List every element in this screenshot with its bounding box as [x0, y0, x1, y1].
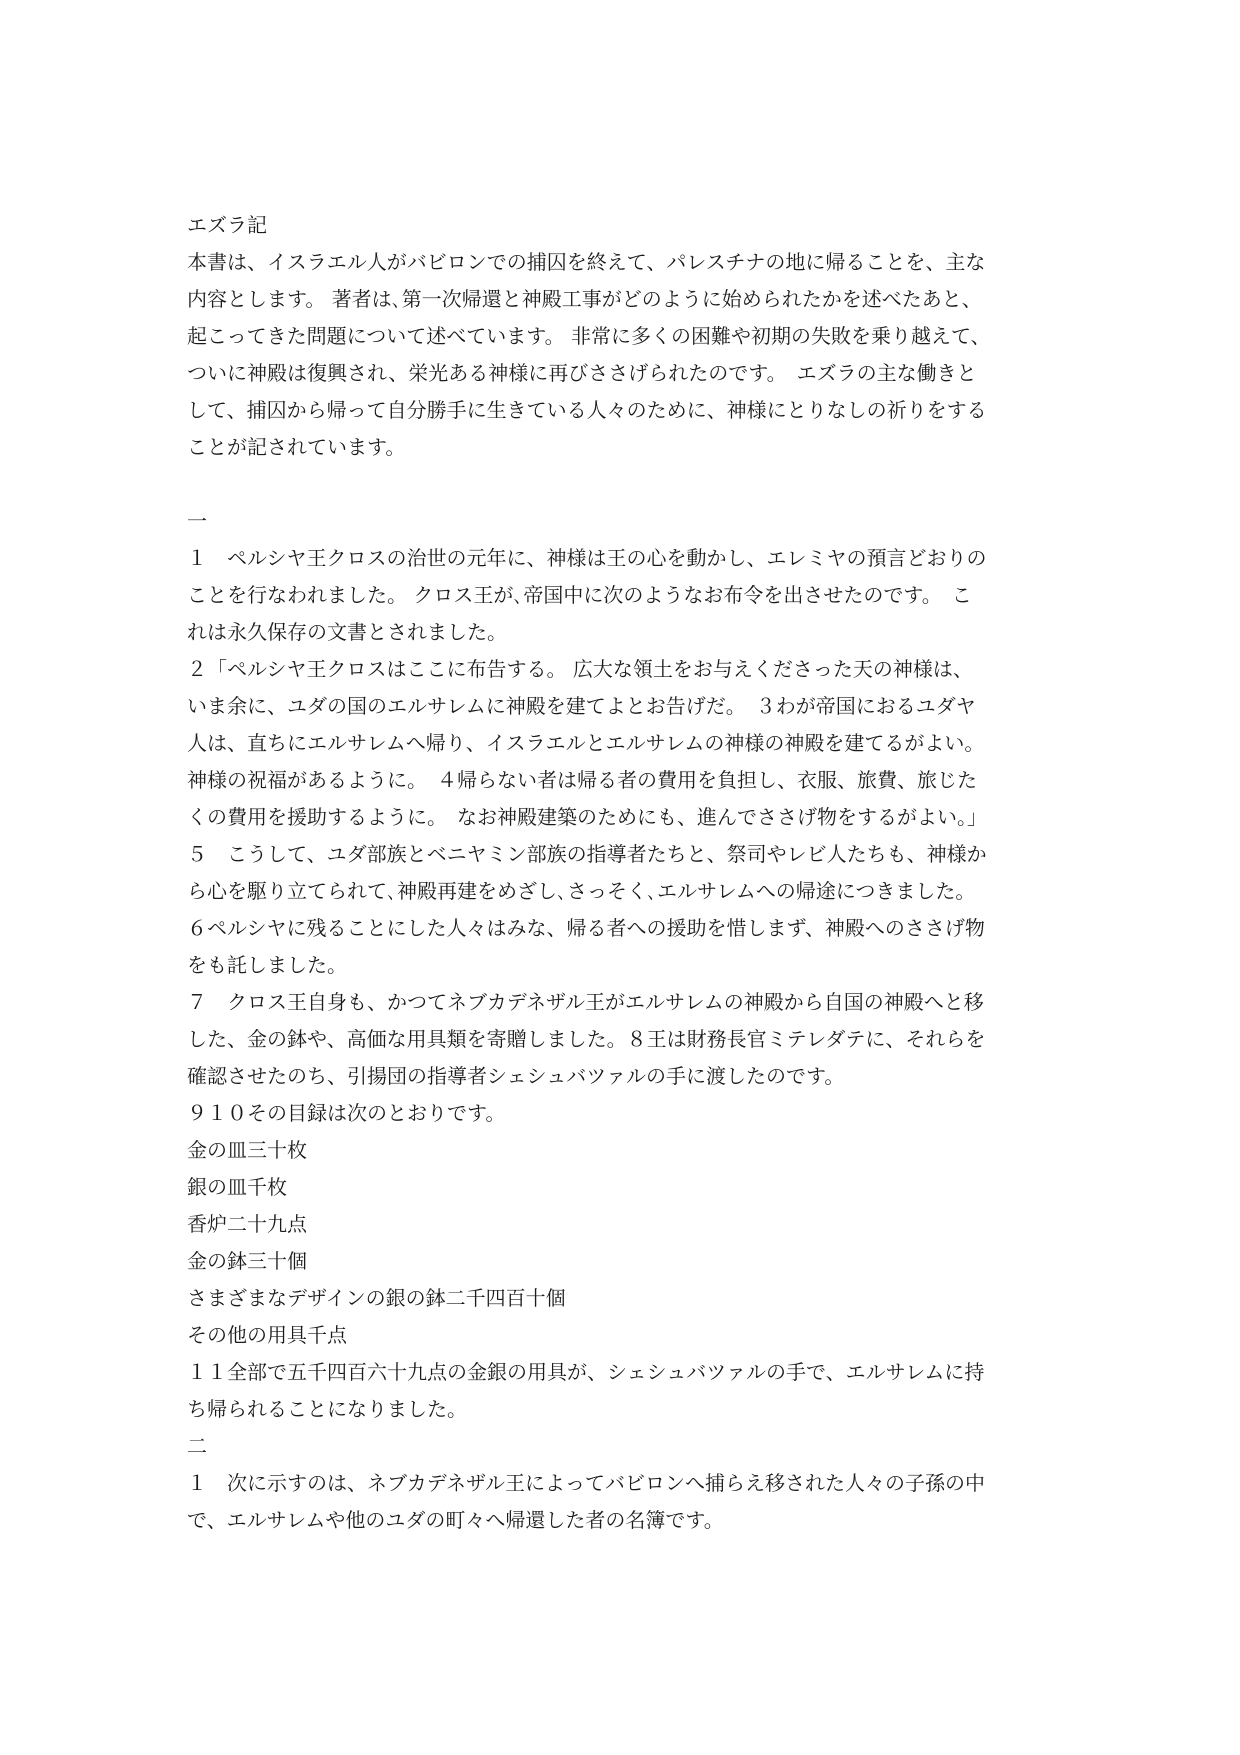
text-line: れは永久保存の文書とされました。 [187, 620, 507, 644]
text-line: 人は、直ちにエルサレムへ帰り、イスラエルとエルサレムの神様の神殿を建てるがよい。 [187, 731, 985, 755]
text-line: ことが記されています。 [187, 435, 406, 459]
text-line: 銀の皿千枚 [187, 1175, 287, 1199]
text-line: １１全部で五千四百六十九点の金銀の用具が、シェシュバツァルの手で、エルサレムに持 [187, 1360, 985, 1384]
text-line: して、捕囚から帰って自分勝手に生きている人々のために、神様にとりなしの祈りをする [187, 398, 987, 422]
blank-line [187, 466, 1067, 503]
text-line: した、金の鉢や、高価な用具類を寄贈しました。８王は財務長官ミテレダテに、それらを [187, 1027, 986, 1051]
text-line: ２「ペルシヤ王クロスはここに布告する。 広大な領土をお与えくださった天の神様は、 [187, 657, 973, 681]
text-line: ５ こうして、ユダ部族とベニヤミン部族の指導者たちと、祭司やレビ人たちも、神様か [187, 842, 987, 866]
text-line: ６ペルシヤに残ることにした人々はみな、帰る者への援助を惜しまず、神殿へのささげ物 [187, 916, 985, 940]
text-line: １ 次に示すのは、ネブカデネザル王によってバビロンへ捕らえ移された人々の子孫の中 [187, 1471, 985, 1495]
text-line: 一 [187, 509, 207, 533]
text-line: で、エルサレムや他のユダの町々へ帰還した者の名簿です。 [187, 1508, 724, 1532]
text-line: 神様の祝福があるように。 ４帰らない者は帰る者の費用を負担し、衣服、旅費、旅じた [187, 768, 977, 792]
text-line: 内容とします。 著者は､第一次帰還と神殿工事がどのように始められたかを述べたあと、 [187, 287, 982, 311]
document-page [187, 207, 1067, 1539]
text-line: 金の鉢三十個 [187, 1249, 307, 1273]
text-line: をも託しました。 [187, 953, 347, 977]
text-line: 香炉二十九点 [187, 1212, 307, 1236]
text-line: １ ペルシヤ王クロスの治世の元年に、神様は王の心を動かし、エレミヤの預言どおりの [187, 546, 987, 570]
text-line: 二 [187, 1434, 207, 1458]
text-line: 金の皿三十枚 [187, 1138, 307, 1162]
text-line: くの費用を援助するように。 なお神殿建築のためにも、進んでささげ物をするがよい。」 [187, 805, 987, 829]
text-line: いま余に、ユダの国のエルサレムに神殿を建てよとお告げだ。 ３わが帝国におるユダヤ [187, 694, 976, 718]
document-body [187, 244, 1067, 1539]
text-line: ち帰られることになりました。 [187, 1397, 467, 1421]
text-line: ９１０その目録は次のとおりです。 [187, 1101, 506, 1125]
text-line: さまざまなデザインの銀の鉢二千四百十個 [187, 1286, 566, 1310]
text-line: 確認させたのち、引揚団の指導者シェシュバツァルの手に渡したのです。 [187, 1064, 845, 1088]
document-title: エズラ記 [187, 213, 267, 237]
text-line: 本書は、イスラエル人がバビロンでの捕囚を終えて、パレスチナの地に帰ることを、主な [187, 250, 986, 274]
text-line: ついに神殿は復興され、栄光ある神様に再びささげられたのです。 エズラの主な働きと [187, 361, 977, 385]
text-line: ことを行なわれました。 クロス王が､帝国中に次のようなお布令を出させたのです。 こ [187, 583, 972, 607]
text-line: その他の用具千点 [187, 1323, 347, 1347]
text-line: ら心を駆り立てられて､神殿再建をめざし､さっそく､エルサレムへの帰途につきました。 [187, 879, 976, 903]
text-line: ７ クロス王自身も、かつてネブカデネザル王がエルサレムの神殿から自国の神殿へと移 [187, 990, 984, 1014]
text-line: 起こってきた問題について述べています。 非常に多くの困難や初期の失敗を乗り越えて、 [187, 324, 991, 348]
